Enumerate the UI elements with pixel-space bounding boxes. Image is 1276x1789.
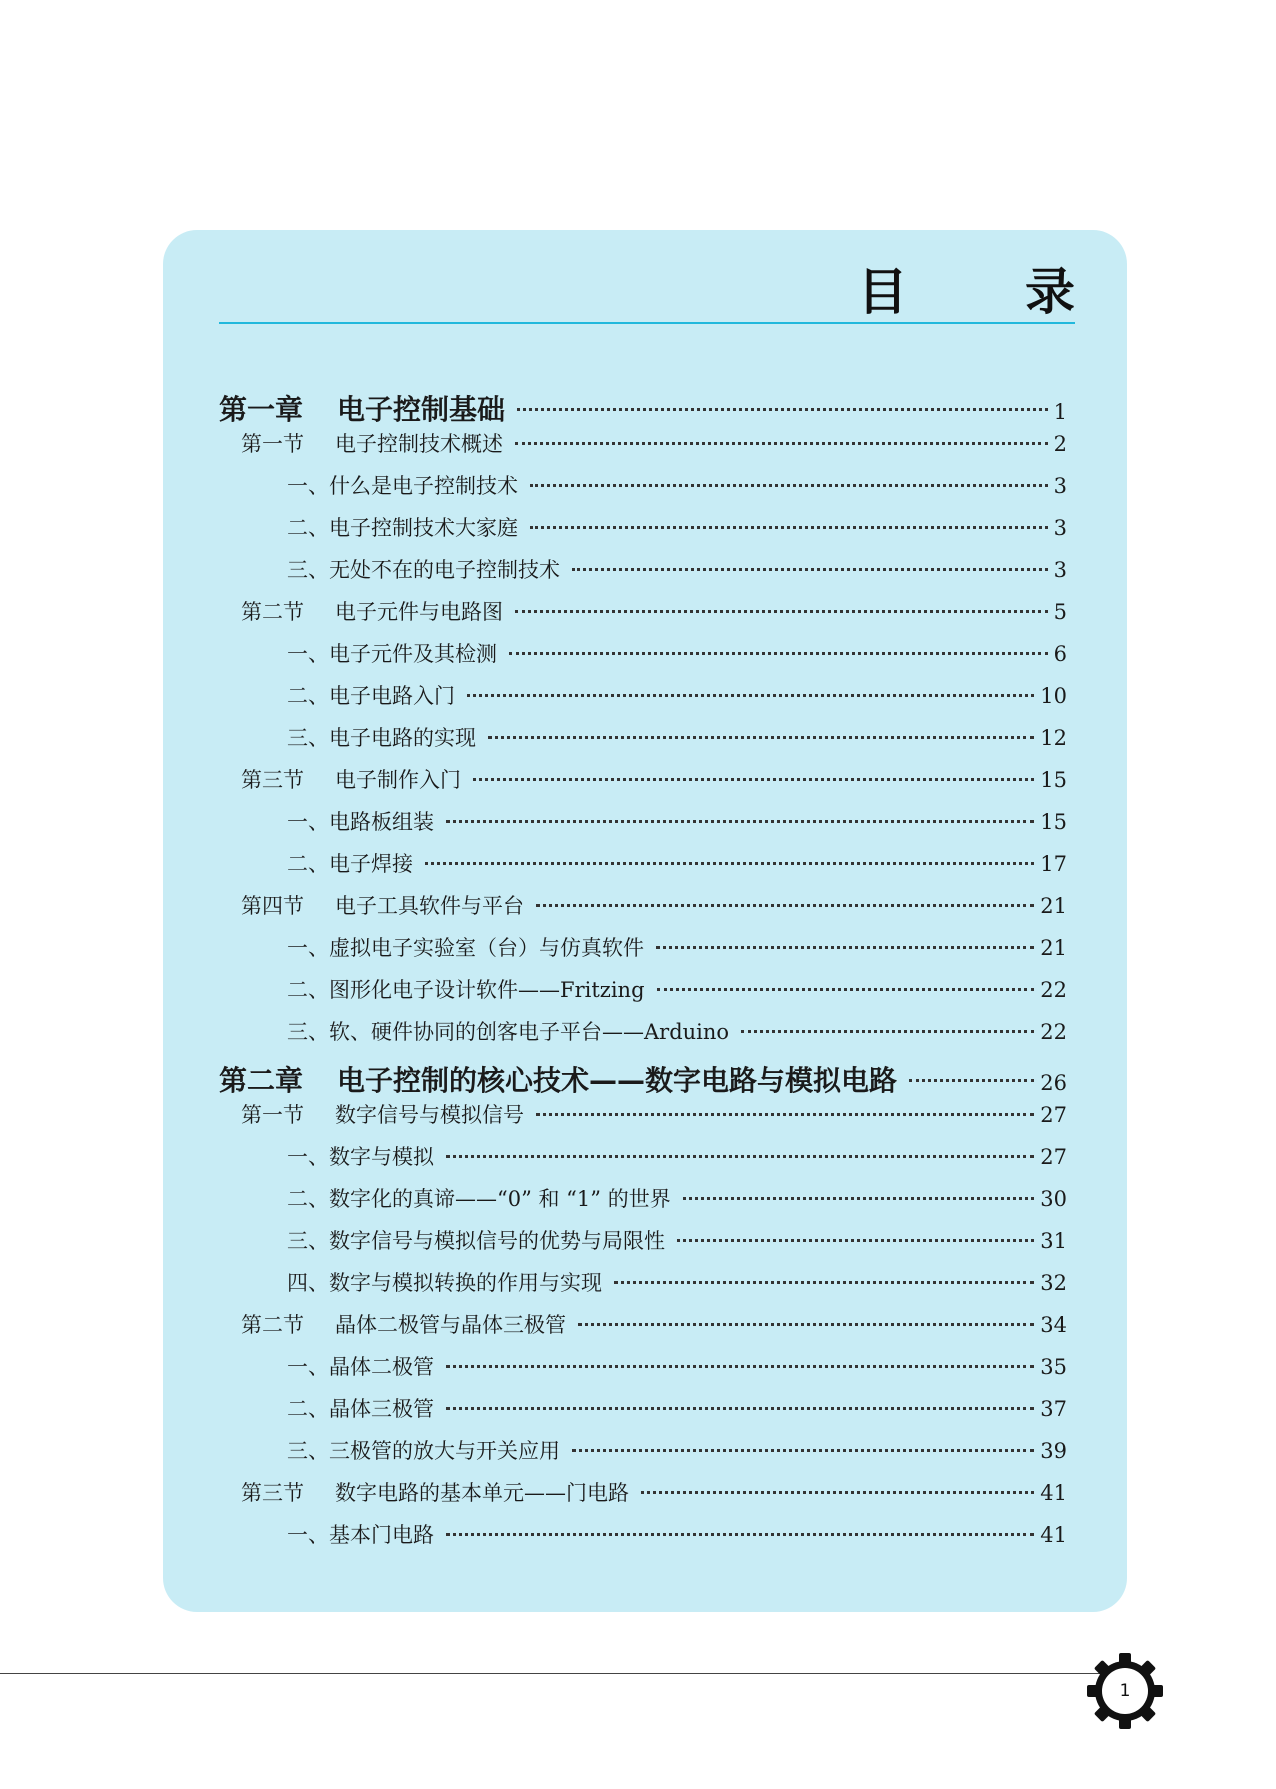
toc-chapter — [219, 388, 1067, 428]
entry-title: 三、软、硬件协同的创客电子平台——Arduino — [287, 1020, 730, 1044]
entry-label — [287, 974, 645, 1004]
dot-leader — [517, 408, 1048, 411]
dot-leader — [683, 1197, 1035, 1200]
toc-item — [219, 1225, 1067, 1255]
toc-item — [219, 1435, 1067, 1465]
toc-item — [219, 638, 1067, 668]
entry-page: 30 — [1040, 1187, 1067, 1211]
entry-title: 一、虚拟电子实验室（台）与仿真软件 — [287, 936, 644, 960]
toc-section — [219, 1309, 1067, 1339]
dot-leader — [572, 1449, 1034, 1452]
toc-item — [219, 932, 1067, 962]
entry-page: 32 — [1040, 1271, 1067, 1295]
toc-item — [219, 1016, 1067, 1046]
toc-item — [219, 1351, 1067, 1381]
toc-section — [219, 428, 1067, 458]
toc-item — [219, 1183, 1067, 1213]
entry-title: 电子工具软件与平台 — [335, 894, 524, 918]
entry-title: 一、电路板组装 — [287, 810, 434, 834]
entry-page: 15 — [1040, 768, 1067, 792]
entry-number: 第四节 — [241, 894, 304, 918]
entry-number: 第三节 — [241, 1481, 304, 1505]
entry-label — [287, 1183, 671, 1213]
toc-title: 目 录 — [857, 263, 1125, 321]
dot-leader — [677, 1239, 1034, 1242]
entry-number: 第二章 — [219, 1064, 304, 1097]
toc-panel — [163, 230, 1127, 1612]
toc-item — [219, 722, 1067, 752]
entry-title: 电子控制技术概述 — [335, 432, 503, 456]
entry-page: 21 — [1040, 894, 1067, 918]
entry-label — [241, 890, 524, 920]
dot-leader — [446, 1407, 1034, 1410]
dot-leader — [488, 736, 1034, 739]
entry-label — [287, 1393, 434, 1423]
entry-title: 一、基本门电路 — [287, 1523, 434, 1547]
footer-line — [0, 1673, 1100, 1674]
entry-label — [287, 638, 497, 668]
entry-label — [287, 806, 434, 836]
dot-leader — [515, 610, 1048, 613]
toc-item — [219, 680, 1067, 710]
entry-label — [287, 932, 644, 962]
entry-title: 电子制作入门 — [335, 768, 461, 792]
entry-label — [241, 1477, 629, 1507]
entry-title: 三、数字信号与模拟信号的优势与局限性 — [287, 1229, 665, 1253]
toc-item — [219, 1141, 1067, 1171]
entry-label — [241, 764, 461, 794]
entry-label — [219, 388, 505, 428]
toc-section — [219, 596, 1067, 626]
entry-page: 21 — [1040, 936, 1067, 960]
dot-leader — [509, 652, 1048, 655]
entry-title: 四、数字与模拟转换的作用与实现 — [287, 1271, 602, 1295]
toc-section — [219, 890, 1067, 920]
entry-title: 二、数字化的真谛——“0” 和 “1” 的世界 — [287, 1187, 671, 1211]
dot-leader — [530, 526, 1048, 529]
toc-item — [219, 554, 1067, 584]
entry-label — [287, 848, 413, 878]
entry-page: 3 — [1053, 516, 1067, 540]
toc-item — [219, 1393, 1067, 1423]
entry-number: 第一节 — [241, 1103, 304, 1127]
entry-page: 2 — [1053, 432, 1067, 456]
toc-item — [219, 974, 1067, 1004]
entry-label — [287, 1141, 434, 1171]
dot-leader — [515, 442, 1048, 445]
entry-label — [241, 428, 503, 458]
entry-title: 二、图形化电子设计软件——Fritzing — [287, 978, 645, 1002]
page-number: 1 — [1119, 1681, 1131, 1701]
toc-item — [219, 1267, 1067, 1297]
entry-label — [287, 470, 518, 500]
entry-title: 数字电路的基本单元——门电路 — [335, 1481, 629, 1505]
toc-item — [219, 1519, 1067, 1549]
toc-section — [219, 1477, 1067, 1507]
entry-page: 15 — [1040, 810, 1067, 834]
dot-leader — [473, 778, 1034, 781]
entry-page: 26 — [1040, 1071, 1067, 1095]
toc-item — [219, 848, 1067, 878]
dot-leader — [446, 1155, 1034, 1158]
entry-label — [241, 1309, 566, 1339]
entry-title: 二、晶体三极管 — [287, 1397, 434, 1421]
entry-page: 35 — [1040, 1355, 1067, 1379]
entry-label — [241, 596, 503, 626]
toc-chapter — [219, 1059, 1067, 1099]
entry-page: 3 — [1053, 474, 1067, 498]
entry-label — [287, 554, 560, 584]
dot-leader — [572, 568, 1048, 571]
entry-label — [241, 1099, 524, 1129]
entry-title: 数字信号与模拟信号 — [335, 1103, 524, 1127]
entry-page: 22 — [1040, 978, 1067, 1002]
entry-title: 电子控制基础 — [337, 393, 506, 426]
dot-leader — [446, 820, 1034, 823]
entry-page: 27 — [1040, 1145, 1067, 1169]
entry-title: 电子控制的核心技术——数字电路与模拟电路 — [337, 1064, 898, 1097]
entry-label — [287, 1267, 602, 1297]
entry-title: 二、电子焊接 — [287, 852, 413, 876]
entry-page: 41 — [1040, 1481, 1067, 1505]
entry-label — [287, 1225, 665, 1255]
entry-title: 一、什么是电子控制技术 — [287, 474, 518, 498]
dot-leader — [909, 1079, 1034, 1082]
dot-leader — [536, 1113, 1034, 1116]
dot-leader — [446, 1365, 1034, 1368]
dot-leader — [530, 484, 1048, 487]
entry-title: 三、三极管的放大与开关应用 — [287, 1439, 560, 1463]
entry-page: 3 — [1053, 558, 1067, 582]
toc-section — [219, 1099, 1067, 1129]
dot-leader — [656, 946, 1034, 949]
entry-page: 34 — [1040, 1313, 1067, 1337]
entry-title: 电子元件与电路图 — [335, 600, 503, 624]
dot-leader — [578, 1323, 1034, 1326]
entry-title: 一、电子元件及其检测 — [287, 642, 497, 666]
entry-number: 第三节 — [241, 768, 304, 792]
entry-label — [287, 1519, 434, 1549]
dot-leader — [657, 988, 1035, 991]
dot-leader — [425, 862, 1034, 865]
dot-leader — [641, 1491, 1034, 1494]
entry-label — [287, 512, 518, 542]
toc-item — [219, 512, 1067, 542]
dot-leader — [741, 1030, 1034, 1033]
dot-leader — [446, 1533, 1034, 1536]
entry-title: 一、数字与模拟 — [287, 1145, 434, 1169]
entry-title: 二、电子控制技术大家庭 — [287, 516, 518, 540]
entry-page: 39 — [1040, 1439, 1067, 1463]
entry-number: 第一章 — [219, 393, 304, 426]
dot-leader — [467, 694, 1034, 697]
entry-page: 1 — [1053, 400, 1067, 424]
entry-title: 晶体二极管与晶体三极管 — [335, 1313, 566, 1337]
entry-title: 三、无处不在的电子控制技术 — [287, 558, 560, 582]
entry-page: 31 — [1040, 1229, 1067, 1253]
entry-page: 27 — [1040, 1103, 1067, 1127]
dot-leader — [614, 1281, 1034, 1284]
dot-leader — [536, 904, 1034, 907]
toc-item — [219, 470, 1067, 500]
entry-number: 第一节 — [241, 432, 304, 456]
entry-number: 第二节 — [241, 600, 304, 624]
entry-page: 5 — [1053, 600, 1067, 624]
entry-page: 6 — [1053, 642, 1067, 666]
entry-page: 12 — [1040, 726, 1067, 750]
entry-label — [287, 680, 455, 710]
entry-page: 22 — [1040, 1020, 1067, 1044]
entry-page: 41 — [1040, 1523, 1067, 1547]
entry-label — [287, 1435, 560, 1465]
entry-page: 37 — [1040, 1397, 1067, 1421]
entry-title: 一、晶体二极管 — [287, 1355, 434, 1379]
toc-item — [219, 806, 1067, 836]
toc-section — [219, 764, 1067, 794]
entry-page: 10 — [1040, 684, 1067, 708]
entry-label — [287, 722, 476, 752]
entry-title: 三、电子电路的实现 — [287, 726, 476, 750]
entry-page: 17 — [1040, 852, 1067, 876]
title-rule — [219, 322, 1075, 324]
entry-label — [287, 1351, 434, 1381]
entry-label — [287, 1016, 729, 1046]
entry-label — [219, 1059, 897, 1099]
entry-number: 第二节 — [241, 1313, 304, 1337]
entry-title: 二、电子电路入门 — [287, 684, 455, 708]
